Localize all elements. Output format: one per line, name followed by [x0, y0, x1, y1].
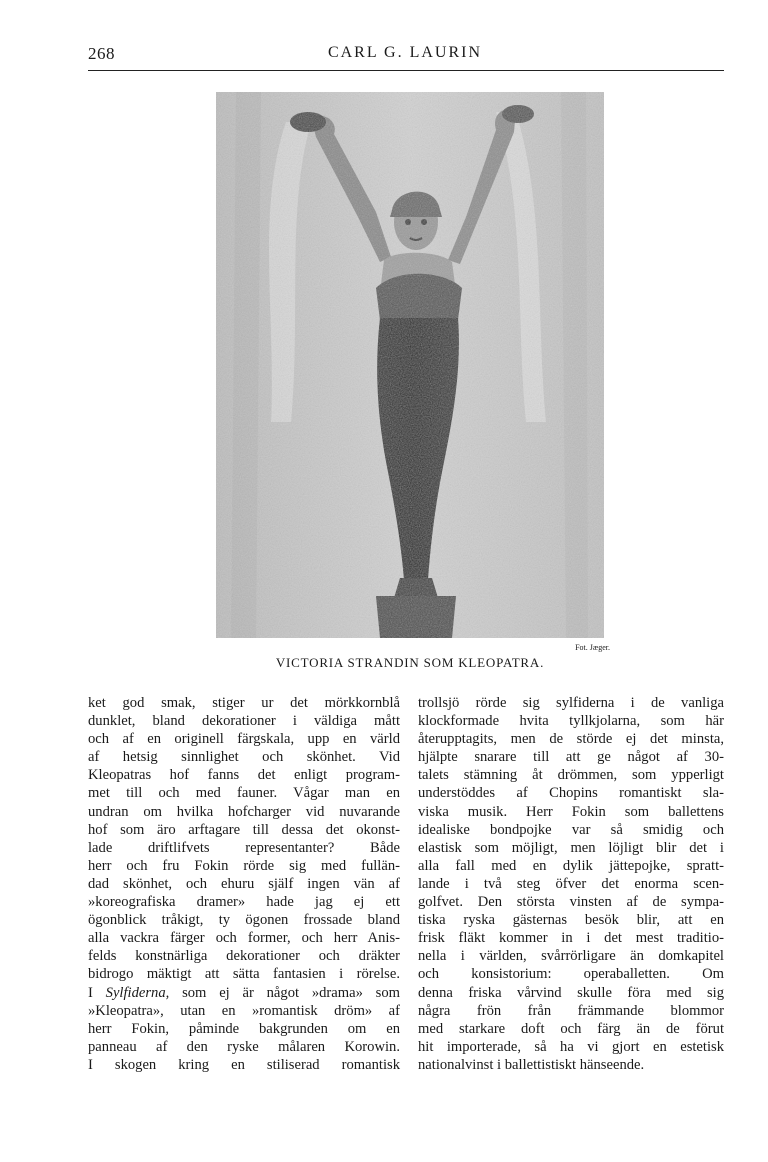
- page-number: 268: [88, 44, 115, 63]
- header-rule: [88, 70, 724, 71]
- text-line: met till och med fauner. Vågar man en: [88, 785, 400, 802]
- text-line: frisk fläkt kommer in i det mest traditio-: [418, 930, 724, 947]
- text-line: tiska ryska gästernas besök blir, att en: [418, 912, 724, 929]
- text-line: undran om hvilka hofcharger vid nuvarande: [88, 803, 400, 820]
- text-line: återupptagits, men de störde ej det minsta,: [418, 731, 724, 748]
- text-line: felds konstnärliga dekorationer och dräkter: [88, 948, 400, 965]
- text-line: herr och fru Fokin rörde sig med fullän-: [88, 857, 400, 874]
- text-line: elastisk som möjligt, men löjligt blir det i: [418, 839, 724, 856]
- text-line: understöddes af Chopins romantiskt sla-: [418, 785, 724, 802]
- text-line: och konsistorium: operaballetten. Om: [418, 966, 724, 983]
- text-line: alla fall med en dylik jättepojke, spratt-: [418, 857, 724, 874]
- text-line: lande i två steg öfver det enorma scen-: [418, 875, 724, 892]
- text-line: talets stämning åt drömmen, som ypperligt: [418, 767, 724, 784]
- text-line: med starkare doft och färg än de förut: [418, 1020, 724, 1037]
- text-line: golfvet. Den största vinsten af de sympa-: [418, 894, 724, 911]
- text-line: idealiske bondpojke var så smidig och: [418, 821, 724, 838]
- text-line: Kleopatras hof fanns det enligt program-: [88, 767, 400, 784]
- text-line: hof som äro arftagare till dessa det okonst-: [88, 821, 400, 838]
- text-line: nationalvinst i ballettistiskt hänseende.: [418, 1056, 645, 1073]
- text-line: dad skönhet, och ehuru själf ingen vän af: [88, 875, 400, 892]
- text-suffix: som ej är något »drama» som: [169, 984, 400, 1001]
- text-line: trollsjö rörde sig sylfiderna i de vanliga: [418, 695, 724, 711]
- page-header: [88, 44, 722, 68]
- text-line: några frön från främmande blommor: [418, 1002, 724, 1019]
- text-line: lade driftlifvets representanter? Både: [88, 839, 400, 856]
- text-line: bidrogo mäktigt att sätta fantasien i rörelse.: [88, 966, 400, 983]
- running-title: CARL G. LAURIN: [327, 44, 483, 61]
- text-line: I skogen kring en stiliserad romantisk: [88, 1056, 400, 1073]
- figure-caption: VICTORIA STRANDIN SOM KLEOPATRA.: [275, 655, 545, 670]
- text-line: nella i världen, svårrörligare än domkapitel: [418, 948, 724, 965]
- text-line: klockformade hvita tyllkjolarna, som här: [418, 713, 724, 730]
- text-line: hit importerade, så ha vi gjort en estetisk: [418, 1038, 724, 1055]
- text-line: dunklet, bland dekorationer i väldiga mått: [88, 713, 400, 730]
- text-line: alla vackra färger och former, och herr Anis-: [88, 930, 400, 947]
- text-line: af hetsig sinnlighet och skönhet. Vid: [88, 749, 400, 766]
- text-column-left: [88, 694, 400, 1074]
- text-prefix: I: [88, 984, 106, 1001]
- photo-figure: [216, 92, 604, 638]
- text-line: »koreografiska dramer» hade jag ej ett: [88, 894, 400, 911]
- text-line: och af en originell färgskala, upp en värld: [88, 731, 400, 748]
- photo-credit: Fot. Jæger.: [575, 643, 610, 652]
- text-line: ket god smak, stiger ur det mörkkornblå: [88, 695, 400, 711]
- text-line: denna friska vårvind skulle föra med sig: [418, 984, 724, 1001]
- photograph: [216, 92, 604, 638]
- text-line: panneau af den ryske målaren Korowin.: [88, 1038, 400, 1055]
- text-column-right: [418, 694, 724, 1074]
- text-line: ögonblick tråkigt, ty ögonen frossade bland: [88, 912, 400, 929]
- text-line: herr Fokin, påminde bakgrunden om en: [88, 1020, 400, 1037]
- italic-title: Sylfiderna,: [105, 984, 170, 1001]
- text-line: viska musik. Herr Fokin som ballettens: [418, 803, 724, 820]
- text-line-sylfiderna: [88, 984, 400, 1002]
- text-line: hjälpte snarare till att ge något af 30-: [418, 749, 724, 766]
- text-line: »Kleopatra», utan en »romantisk dröm» af: [88, 1002, 400, 1019]
